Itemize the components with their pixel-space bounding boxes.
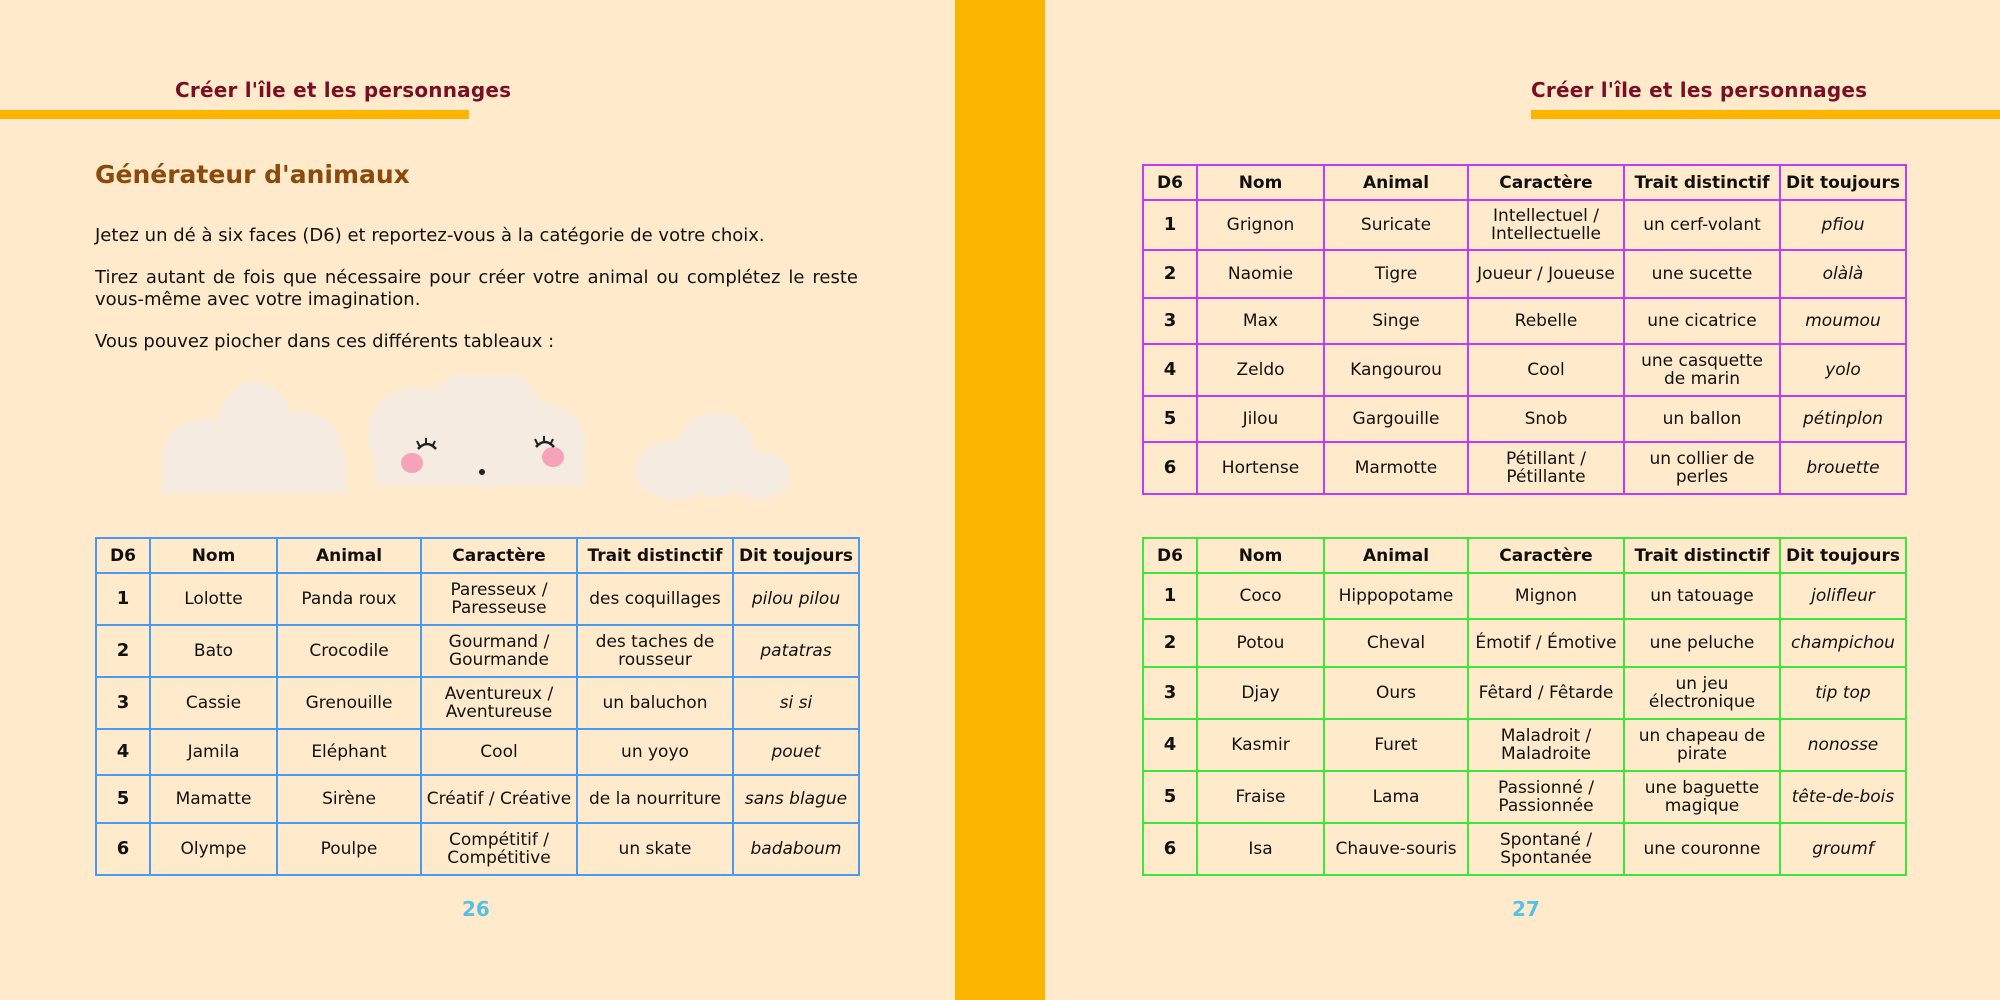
table-cell: Poulpe xyxy=(277,823,421,875)
table-cell: Paresseux / Paresseuse xyxy=(421,573,577,625)
table-cell: Crocodile xyxy=(277,625,421,677)
table-cell: un ballon xyxy=(1624,396,1780,442)
table-cell: Djay xyxy=(1197,667,1324,719)
cloud-left-icon xyxy=(162,382,346,493)
table-cell: Gargouille xyxy=(1324,396,1468,442)
table-cell: badaboum xyxy=(733,823,859,875)
table-cell: Cheval xyxy=(1324,619,1468,667)
column-header: Trait distinctif xyxy=(1624,165,1780,200)
table-cell: tête-de-bois xyxy=(1780,771,1906,823)
table-cell: Marmotte xyxy=(1324,442,1468,494)
table-row xyxy=(1143,573,1906,619)
column-header: Nom xyxy=(1197,165,1324,200)
table-header-row xyxy=(1143,538,1906,573)
table-cell: 5 xyxy=(1143,771,1197,823)
table-cell: Fêtard / Fêtarde xyxy=(1468,667,1624,719)
table-cell: Joueur / Joueuse xyxy=(1468,250,1624,298)
section-title: Générateur d'animaux xyxy=(95,160,410,189)
table-header-row xyxy=(1143,165,1906,200)
table-cell: des coquillages xyxy=(577,573,733,625)
table-cell: un chapeau de pirate xyxy=(1624,719,1780,771)
table-cell: tip top xyxy=(1780,667,1906,719)
table-row xyxy=(1143,396,1906,442)
table-cell: sans blague xyxy=(733,775,859,823)
table-cell: Coco xyxy=(1197,573,1324,619)
table-cell: 2 xyxy=(1143,250,1197,298)
column-header: Caractère xyxy=(421,538,577,573)
left-page xyxy=(0,0,955,1000)
table-cell: nonosse xyxy=(1780,719,1906,771)
table-cell: Sirène xyxy=(277,775,421,823)
column-header: D6 xyxy=(96,538,150,573)
table-cell: Naomie xyxy=(1197,250,1324,298)
table-cell: 6 xyxy=(1143,442,1197,494)
table-cell: Mamatte xyxy=(150,775,277,823)
table-row xyxy=(96,573,859,625)
column-header: Nom xyxy=(150,538,277,573)
table-cell: 1 xyxy=(1143,573,1197,619)
table-cell: patatras xyxy=(733,625,859,677)
table-cell: 5 xyxy=(1143,396,1197,442)
table-row xyxy=(96,729,859,775)
column-header: D6 xyxy=(1143,538,1197,573)
table-cell: Potou xyxy=(1197,619,1324,667)
table-cell: Singe xyxy=(1324,298,1468,344)
column-header: Dit toujours xyxy=(1780,538,1906,573)
table-cell: un collier de perles xyxy=(1624,442,1780,494)
page-number: 26 xyxy=(462,897,490,921)
cloud-face-icon xyxy=(368,375,585,487)
table-cell: une peluche xyxy=(1624,619,1780,667)
table-row xyxy=(96,625,859,677)
table-cell: une cicatrice xyxy=(1624,298,1780,344)
column-header: Caractère xyxy=(1468,165,1624,200)
table-cell: 6 xyxy=(96,823,150,875)
table-cell: Bato xyxy=(150,625,277,677)
cloud-right-icon xyxy=(635,413,790,500)
table-cell: Pétillant / Pétillante xyxy=(1468,442,1624,494)
table-cell: 1 xyxy=(96,573,150,625)
table-row xyxy=(96,823,859,875)
animal-table-green xyxy=(1142,537,1907,876)
table-row xyxy=(96,677,859,729)
table-cell: Max xyxy=(1197,298,1324,344)
table-cell: Isa xyxy=(1197,823,1324,875)
table-cell: Intellectuel / Intellectuelle xyxy=(1468,200,1624,250)
table-cell: un skate xyxy=(577,823,733,875)
table-cell: un baluchon xyxy=(577,677,733,729)
table-cell: une couronne xyxy=(1624,823,1780,875)
table-cell: un jeu électronique xyxy=(1624,667,1780,719)
table-cell: une baguette magique xyxy=(1624,771,1780,823)
table-row xyxy=(1143,771,1906,823)
table-cell: Hippopotame xyxy=(1324,573,1468,619)
table-cell: Jamila xyxy=(150,729,277,775)
table-cell: Créatif / Créative xyxy=(421,775,577,823)
table-cell: Mignon xyxy=(1468,573,1624,619)
table-row xyxy=(1143,250,1906,298)
table-cell: brouette xyxy=(1780,442,1906,494)
column-header: Dit toujours xyxy=(1780,165,1906,200)
table-row xyxy=(96,775,859,823)
header-bar xyxy=(1531,110,2000,119)
table-cell: Aventureux / Aventureuse xyxy=(421,677,577,729)
table-row xyxy=(1143,344,1906,396)
book-spine xyxy=(955,0,1045,1000)
table-cell: Rebelle xyxy=(1468,298,1624,344)
table-row xyxy=(1143,719,1906,771)
table-cell: une casquette de marin xyxy=(1624,344,1780,396)
table-cell: Passionné / Passionnée xyxy=(1468,771,1624,823)
table-cell: Émotif / Émotive xyxy=(1468,619,1624,667)
column-header: Nom xyxy=(1197,538,1324,573)
table-cell: 4 xyxy=(96,729,150,775)
table-cell: un cerf-volant xyxy=(1624,200,1780,250)
right-page xyxy=(1045,0,2000,1000)
table-cell: 2 xyxy=(96,625,150,677)
table-cell: olàlà xyxy=(1780,250,1906,298)
table-row xyxy=(1143,823,1906,875)
table-cell: Cassie xyxy=(150,677,277,729)
table-cell: 3 xyxy=(1143,298,1197,344)
clouds-illustration xyxy=(150,375,800,505)
table-cell: Zeldo xyxy=(1197,344,1324,396)
table-cell: des taches de rousseur xyxy=(577,625,733,677)
page-number: 27 xyxy=(1512,897,1540,921)
table-cell: Eléphant xyxy=(277,729,421,775)
table-cell: Hortense xyxy=(1197,442,1324,494)
table-cell: Fraise xyxy=(1197,771,1324,823)
table-cell: Kangourou xyxy=(1324,344,1468,396)
table-cell: si si xyxy=(733,677,859,729)
table-cell: yolo xyxy=(1780,344,1906,396)
table-cell: 4 xyxy=(1143,344,1197,396)
column-header: Caractère xyxy=(1468,538,1624,573)
header-bar xyxy=(0,110,469,119)
table-cell: Panda roux xyxy=(277,573,421,625)
table-cell: 4 xyxy=(1143,719,1197,771)
table-cell: Cool xyxy=(421,729,577,775)
table-cell: Chauve-souris xyxy=(1324,823,1468,875)
table-cell: de la nourriture xyxy=(577,775,733,823)
table-cell: 5 xyxy=(96,775,150,823)
table-cell: groumf xyxy=(1780,823,1906,875)
table-cell: jolifleur xyxy=(1780,573,1906,619)
table-cell: Cool xyxy=(1468,344,1624,396)
column-header: Trait distinctif xyxy=(577,538,733,573)
table-cell: moumou xyxy=(1780,298,1906,344)
table-cell: Maladroit / Maladroite xyxy=(1468,719,1624,771)
table-cell: 3 xyxy=(1143,667,1197,719)
table-cell: 6 xyxy=(1143,823,1197,875)
table-row xyxy=(1143,200,1906,250)
table-row xyxy=(1143,442,1906,494)
table-cell: Lolotte xyxy=(150,573,277,625)
table-row xyxy=(1143,298,1906,344)
column-header: Animal xyxy=(1324,538,1468,573)
column-header: Dit toujours xyxy=(733,538,859,573)
tables-intro-paragraph: Vous pouvez piocher dans ces différents tableaux : xyxy=(95,331,555,352)
table-cell: Kasmir xyxy=(1197,719,1324,771)
running-header: Créer l'île et les personnages xyxy=(1531,78,1868,102)
intro-paragraph: Jetez un dé à six faces (D6) et reportez-vous à la catégorie de votre choix. xyxy=(95,225,765,246)
table-cell: Tigre xyxy=(1324,250,1468,298)
table-cell: Spontané / Spontanée xyxy=(1468,823,1624,875)
running-header: Créer l'île et les personnages xyxy=(175,78,512,102)
animal-table-blue xyxy=(95,537,860,876)
column-header: Trait distinctif xyxy=(1624,538,1780,573)
table-cell: 2 xyxy=(1143,619,1197,667)
table-header-row xyxy=(96,538,859,573)
table-cell: Snob xyxy=(1468,396,1624,442)
table-row xyxy=(1143,667,1906,719)
column-header: Animal xyxy=(277,538,421,573)
table-cell: Grenouille xyxy=(277,677,421,729)
table-cell: pfiou xyxy=(1780,200,1906,250)
table-cell: pétinplon xyxy=(1780,396,1906,442)
table-cell: Lama xyxy=(1324,771,1468,823)
animal-table-purple xyxy=(1142,164,1907,495)
table-cell: 1 xyxy=(1143,200,1197,250)
table-row xyxy=(1143,619,1906,667)
table-cell: une sucette xyxy=(1624,250,1780,298)
table-cell: Grignon xyxy=(1197,200,1324,250)
table-cell: Olympe xyxy=(150,823,277,875)
table-cell: Suricate xyxy=(1324,200,1468,250)
instructions-paragraph: Tirez autant de fois que nécessaire pour créer votre animal ou complétez le reste vous-même avec votre imagination. xyxy=(95,267,858,310)
table-cell: champichou xyxy=(1780,619,1906,667)
table-cell: Ours xyxy=(1324,667,1468,719)
table-cell: Gourmand / Gourmande xyxy=(421,625,577,677)
table-cell: pilou pilou xyxy=(733,573,859,625)
table-cell: un tatouage xyxy=(1624,573,1780,619)
column-header: Animal xyxy=(1324,165,1468,200)
table-cell: un yoyo xyxy=(577,729,733,775)
table-cell: pouet xyxy=(733,729,859,775)
column-header: D6 xyxy=(1143,165,1197,200)
table-cell: Compétitif / Compétitive xyxy=(421,823,577,875)
table-cell: 3 xyxy=(96,677,150,729)
table-cell: Furet xyxy=(1324,719,1468,771)
table-cell: Jilou xyxy=(1197,396,1324,442)
